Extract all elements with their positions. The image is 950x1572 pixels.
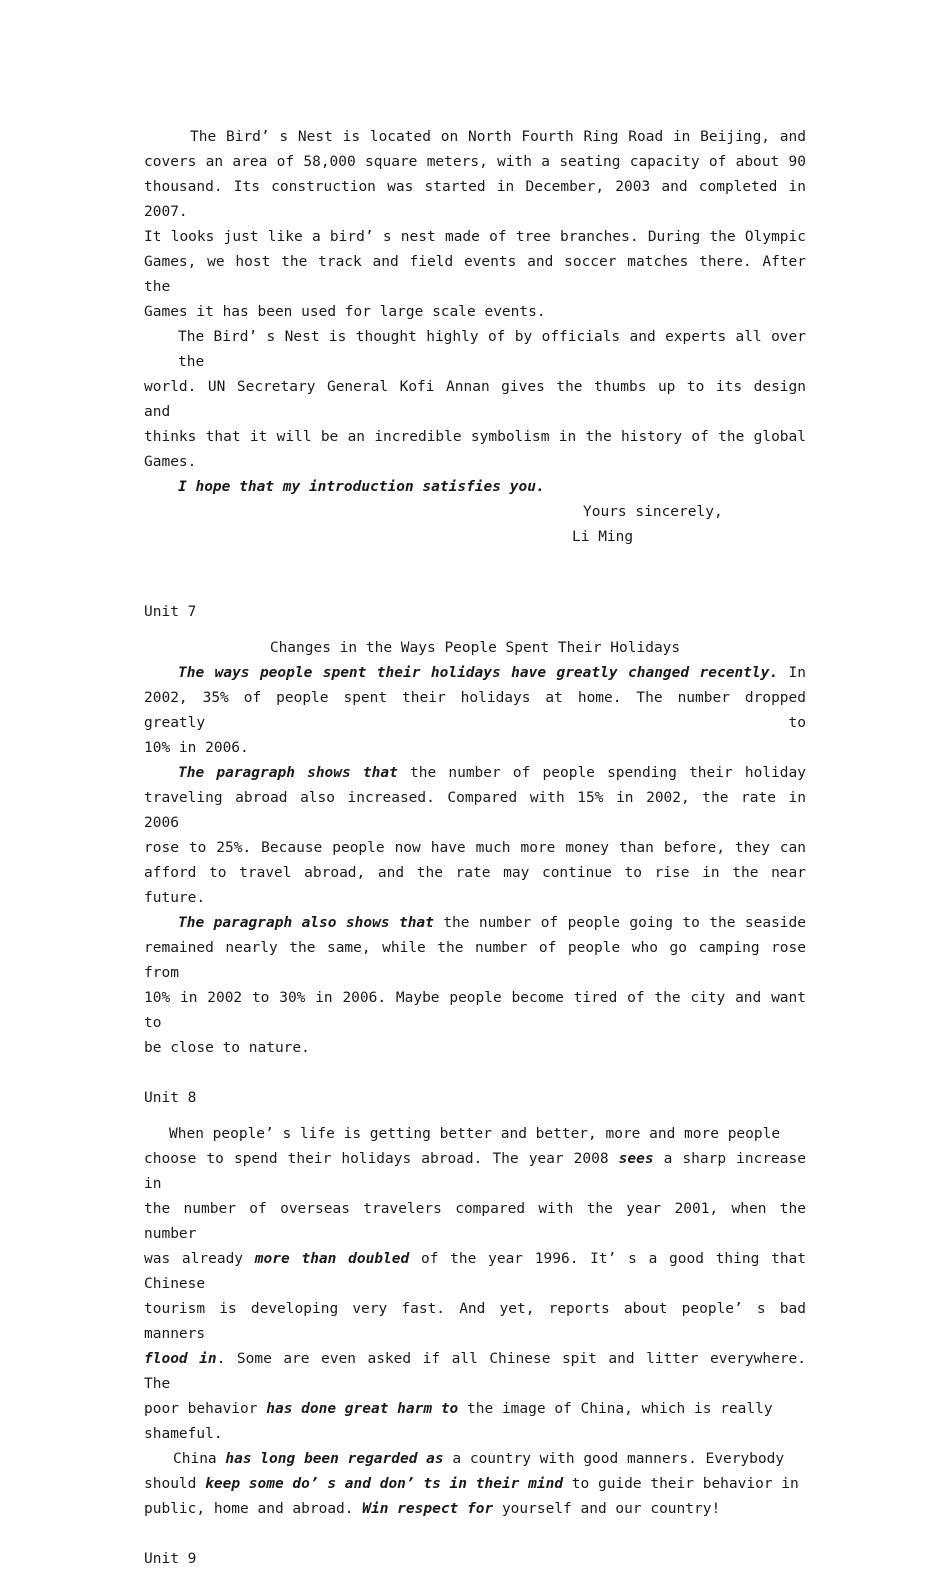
letter-line: Games, we host the track and field events and soccer matches there. After the	[144, 254, 806, 295]
essay-line: 2002, 35% of people spent their holidays at home. The number dropped greatly to	[144, 690, 806, 731]
letter-line: Games it has been used for large scale events.	[144, 304, 546, 320]
essay-line: should keep some do’ s and don’ ts in their mind to guide their behavior in	[144, 1476, 799, 1492]
closing-line: I hope that my introduction satisfies you.	[178, 479, 545, 495]
letter-line: The Bird’ s Nest is located on North Fourth Ring Road in Beijing, and	[190, 129, 806, 145]
emphasis: has done great harm to	[266, 1401, 459, 1417]
essay-line: When people’ s life is getting better and better, more and more people	[169, 1126, 781, 1142]
sign-off: Yours sincerely,	[583, 504, 723, 520]
emphasis: more than doubled	[254, 1251, 410, 1267]
emphasis: flood in	[144, 1351, 217, 1367]
essay-line: The ways people spent their holidays have greatly changed recently. In	[178, 665, 806, 681]
essay-line: 10% in 2006.	[144, 740, 249, 756]
essay-line: 10% in 2002 to 30% in 2006. Maybe people become tired of the city and want to	[144, 990, 806, 1031]
essay-line: traveling abroad also increased. Compared with 15% in 2002, the rate in 2006	[144, 790, 806, 831]
essay-line: flood in. Some are even asked if all Chinese spit and litter everywhere. The	[144, 1351, 807, 1392]
letter-line: covers an area of 58,000 square meters, with a seating capacity of about 90	[144, 154, 806, 170]
letter-line: It looks just like a bird’ s nest made of tree branches. During the Olympic	[144, 229, 806, 245]
emphasis: The paragraph shows that	[178, 765, 398, 781]
emphasis: The paragraph also shows that	[178, 915, 434, 931]
letter-line: world. UN Secretary General Kofi Annan gives the thumbs up to its design and	[144, 379, 806, 420]
letter-line: Games.	[144, 454, 197, 470]
essay-line: shameful.	[144, 1426, 223, 1442]
signature: Li Ming	[572, 529, 634, 545]
document-page	[144, 125, 806, 1572]
unit-8-heading: Unit 8	[144, 1090, 197, 1106]
emphasis: has long been regarded as	[225, 1451, 444, 1467]
essay-line: choose to spend their holidays abroad. The year 2008 sees a sharp increase in	[144, 1151, 806, 1192]
unit-7-heading: Unit 7	[144, 604, 197, 620]
emphasis: keep some do’ s and don’ ts in their mind	[205, 1476, 564, 1492]
essay-line: tourism is developing very fast. And yet, reports about people’ s bad manners	[144, 1301, 806, 1342]
letter-line: thousand. Its construction was started in December, 2003 and completed in 2007.	[144, 179, 806, 220]
essay-line: rose to 25%. Because people now have much more money than before, they can	[144, 840, 806, 856]
emphasis: Win respect for	[362, 1501, 494, 1517]
essay-line: The paragraph shows that the number of people spending their holiday	[178, 765, 806, 781]
essay-line: public, home and abroad. Win respect for yourself and our country!	[144, 1501, 721, 1517]
letter-line: thinks that it will be an incredible symbolism in the history of the global	[144, 429, 806, 445]
emphasis: The ways people spent their holidays have greatly changed recently.	[178, 665, 779, 681]
essay-line: afford to travel abroad, and the rate may continue to rise in the near future.	[144, 865, 806, 906]
essay-line: remained nearly the same, while the number of people who go camping rose from	[144, 940, 806, 981]
essay-line: China has long been regarded as a country with good manners. Everybody	[173, 1451, 785, 1467]
essay-line: be close to nature.	[144, 1040, 310, 1056]
essay-line: The paragraph also shows that the number of people going to the seaside	[178, 915, 806, 931]
emphasis: sees	[618, 1151, 654, 1167]
essay-line: was already more than doubled of the year 1996. It’ s a good thing that Chinese	[144, 1251, 807, 1292]
essay-line: the number of overseas travelers compared with the year 2001, when the number	[144, 1201, 806, 1242]
essay-title: Changes in the Ways People Spent Their Holidays	[269, 640, 681, 656]
letter-line: The Bird’ s Nest is thought highly of by officials and experts all over the	[178, 329, 806, 370]
essay-line: poor behavior has done great harm to the image of China, which is really	[144, 1401, 773, 1417]
unit-9-heading: Unit 9	[144, 1551, 197, 1567]
